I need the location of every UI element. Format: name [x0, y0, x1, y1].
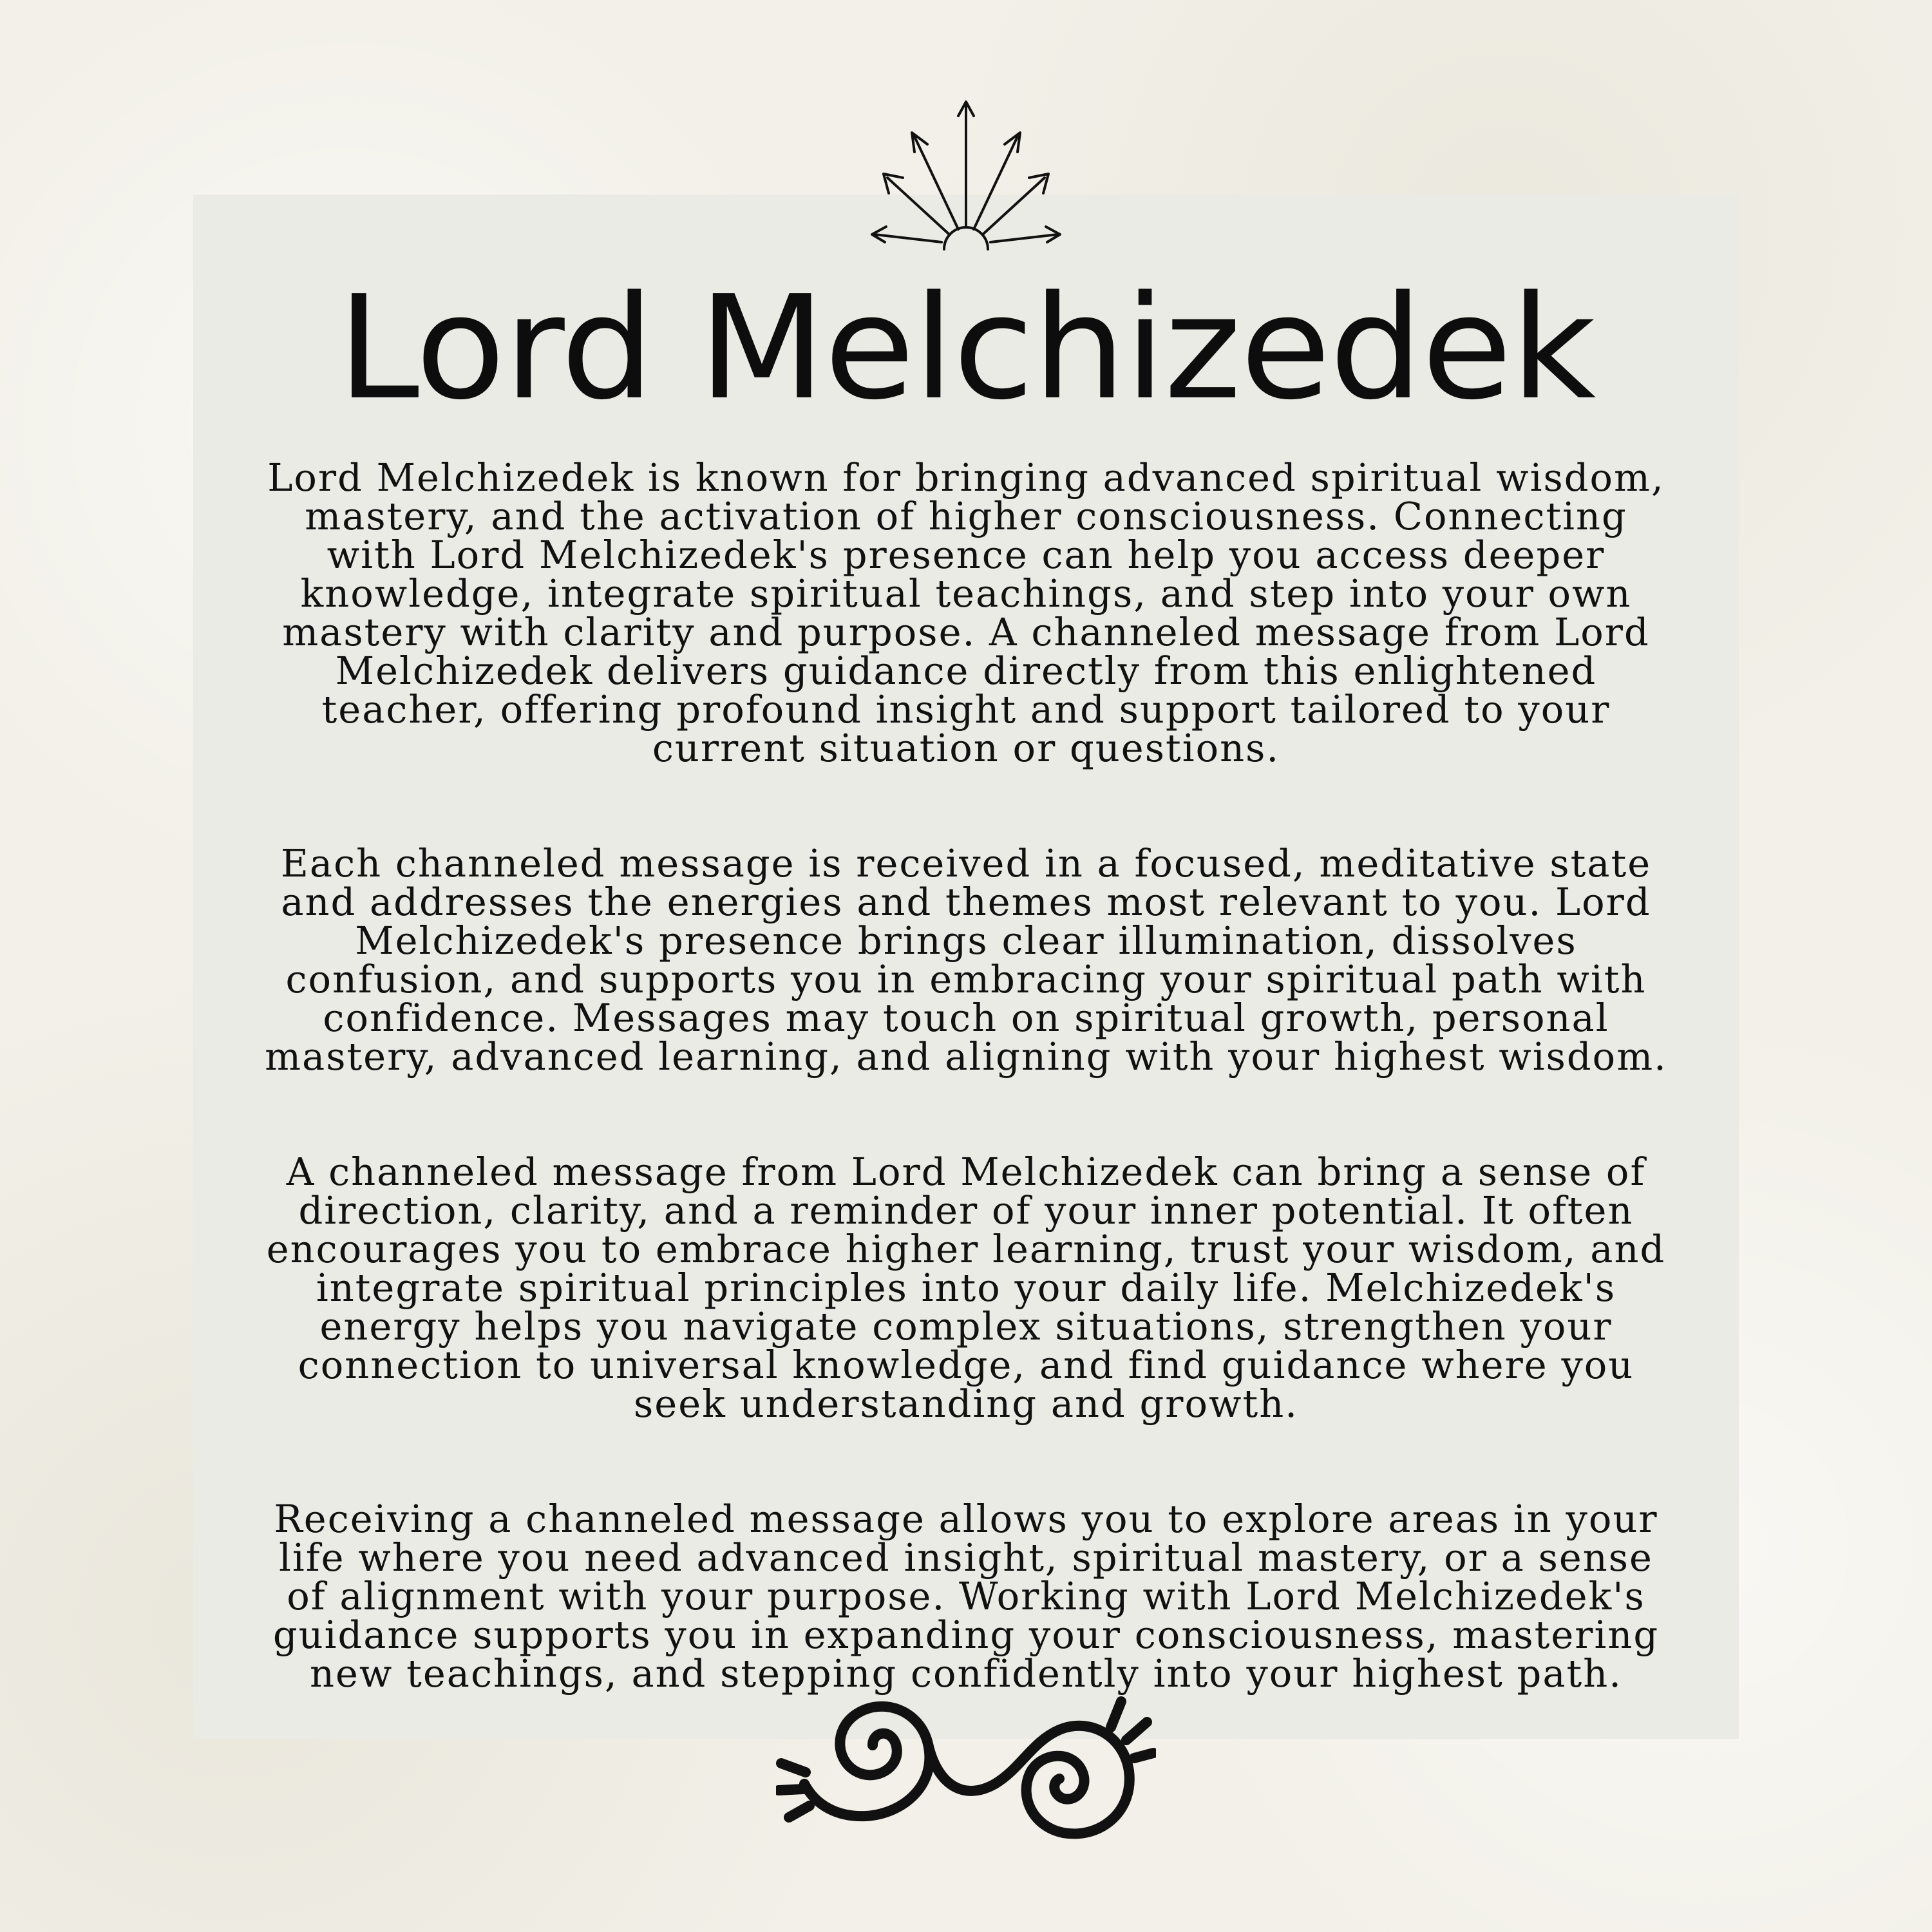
page-title: Lord Melchizedek — [337, 265, 1595, 431]
paragraph-intro: Lord Melchizedek is known for bringing advanced spiritual wisdom, mastery, and the activation of higher consciousness. Connecting with Lord Melchizedek's presence can help you access deeper knowledge, integrate spiritual teachings, and step into your own mastery with clarity and purpose. A channeled message from Lord Melchizedek delivers guidance directly from this enlightened teacher, offering profound insight and support tailored to your current situation or questions. — [267, 455, 1665, 770]
description-body — [258, 455, 1674, 1696]
rising-sun-arrows-icon — [869, 97, 1063, 258]
paragraph-closing: Receiving a channeled message allows you to explore areas in your life where you need advanced insight, spiritual mastery, or a sense of alignment with your purpose. Working with Lord Melchizedek's guidance supports you in expanding your consciousness, mastering new teachings, and stepping confidently into your highest path. — [272, 1497, 1660, 1696]
paragraph-benefits: A channeled message from Lord Melchizedek can bring a sense of direction, clarity, and a reminder of your inner potential. It often encourages you to embrace higher learning, trust your wisdom, and integrate spiritual principles into your daily life. Melchizedek's energy helps you navigate complex situations, strengthen your connection to universal knowledge, and find guidance where you seek understanding and growth. — [266, 1150, 1666, 1426]
paragraph-process: Each channeled message is received in a focused, meditative state and addresses the energies and themes most relevant to you. Lord Melchizedek's presence brings clear illumination, dissolves confusion, and supports you in embracing your spiritual path with confidence. Messages may touch on spiritual growth, personal mastery, advanced learning, and aligning with your highest wisdom. — [265, 841, 1667, 1079]
double-spiral-wave-icon — [776, 1687, 1156, 1855]
